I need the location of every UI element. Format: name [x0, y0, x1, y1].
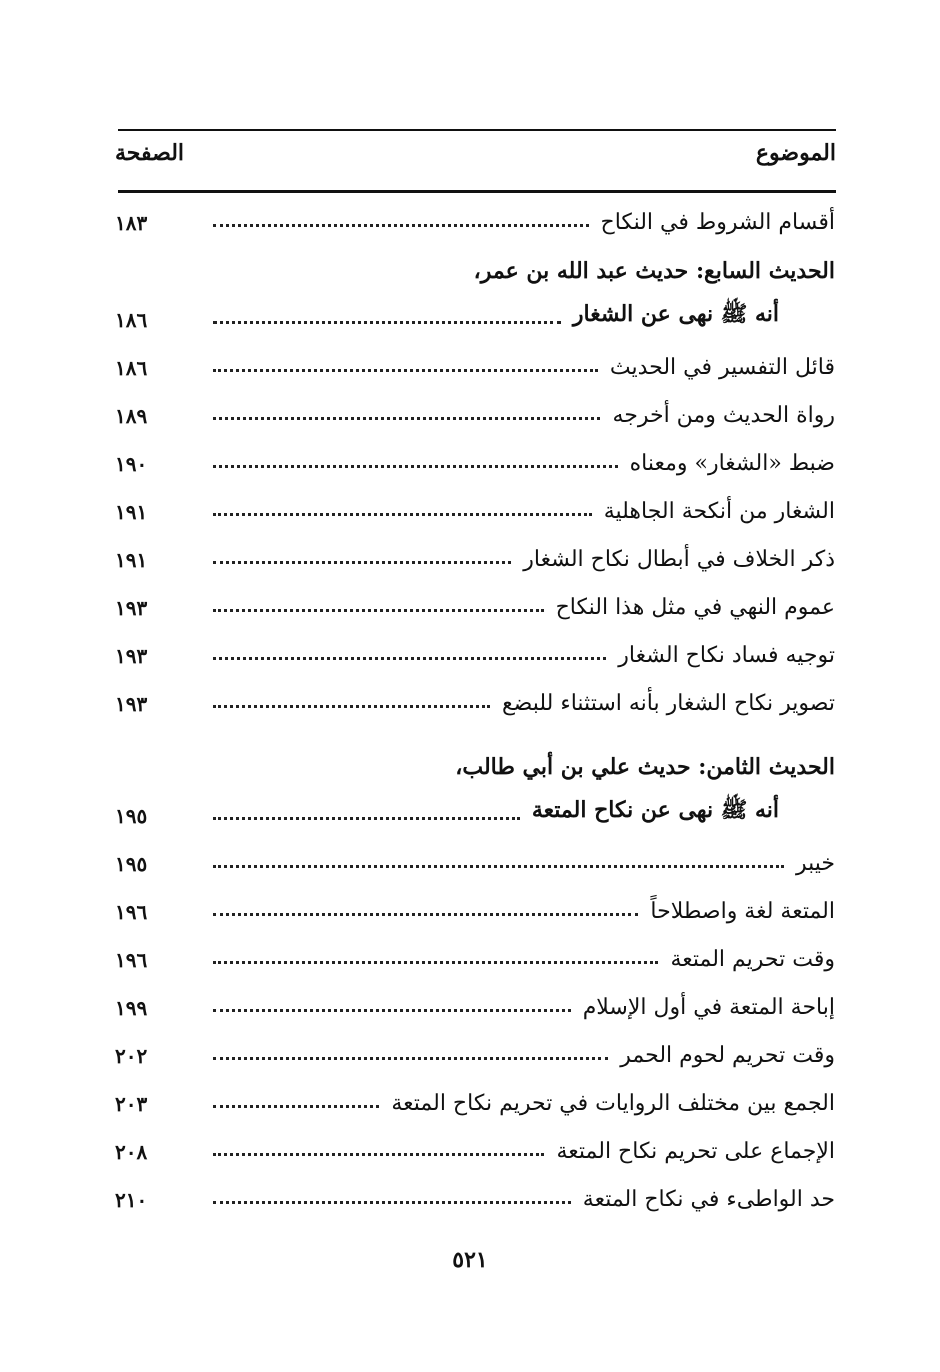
- toc-entry[interactable]: [115, 682, 835, 716]
- toc-entry[interactable]: [115, 1178, 835, 1212]
- leader-dots: [213, 369, 598, 372]
- toc-entry-title: أقسام الشروط في النكاح: [600, 210, 835, 235]
- leader-dots: [213, 465, 618, 468]
- leader-dots: [213, 913, 638, 916]
- toc-entry-title: حد الواطىء في نكاح المتعة: [582, 1187, 835, 1212]
- section-heading-title: الحديث السابع: حديث عبد الله بن عمر،: [473, 258, 835, 284]
- toc-entry-title: إباحة المتعة في أول الإسلام: [582, 995, 835, 1020]
- toc-entry[interactable]: [115, 794, 835, 828]
- toc-entry-page: ١٩٠: [115, 452, 148, 476]
- leader-dots: [213, 1153, 544, 1156]
- toc-entry-title: أنه ﷺ نهى عن نكاح المتعة: [531, 797, 779, 823]
- toc-entry-page: ١٩١: [115, 500, 148, 524]
- toc-entry-title: وقت تحريم لحوم الحمر: [620, 1043, 835, 1068]
- toc-entry[interactable]: [115, 1130, 835, 1164]
- toc-entry-title: قائل التفسير في الحديث: [609, 355, 835, 380]
- toc-entry[interactable]: [115, 1034, 835, 1068]
- header-rule: [118, 190, 836, 193]
- page-column-header: الصفحة: [115, 140, 185, 166]
- toc-entry-title: ضبط «الشغار» ومعناه: [629, 451, 835, 476]
- toc-entry-title: ذكر الخلاف في أبطال نكاح الشغار: [523, 547, 835, 572]
- leader-dots: [213, 817, 520, 820]
- leader-dots: [213, 1057, 608, 1060]
- toc-entry[interactable]: [115, 634, 835, 668]
- leader-dots: [213, 224, 589, 227]
- toc-entry-title: توجيه فساد نكاح الشغار: [618, 643, 835, 668]
- toc-entry-title: المتعة لغة واصطلاحاً: [650, 899, 835, 924]
- leader-dots: [213, 417, 600, 420]
- toc-section-heading[interactable]: [115, 250, 835, 284]
- leader-dots: [213, 1009, 571, 1012]
- toc-entry-title: رواة الحديث ومن أخرجه: [612, 403, 835, 428]
- toc-entry-title: أنه ﷺ نهى عن الشغار: [572, 301, 779, 327]
- subject-column-header: الموضوع: [755, 140, 836, 166]
- toc-entry-page: ٢١٠: [115, 1188, 148, 1212]
- toc-entry-title: الإجماع على تحريم نكاح المتعة: [556, 1139, 835, 1164]
- leader-dots: [213, 321, 561, 324]
- leader-dots: [213, 609, 544, 612]
- toc-entry[interactable]: [115, 1082, 835, 1116]
- leader-dots: [213, 705, 490, 708]
- toc-entry-page: ٢٠٨: [115, 1140, 148, 1164]
- toc-entry[interactable]: [115, 586, 835, 620]
- toc-entry-page: ١٩٥: [115, 852, 148, 876]
- leader-dots: [213, 1201, 571, 1204]
- toc-entry[interactable]: [115, 842, 835, 876]
- toc-entry-title: عموم النهي في مثل هذا النكاح: [555, 595, 835, 620]
- toc-entry-page: ١٩٦: [115, 948, 148, 972]
- top-rule: [118, 129, 836, 131]
- toc-entry[interactable]: [115, 986, 835, 1020]
- toc-entry-page: ١٩١: [115, 548, 148, 572]
- page-number: ٥٢١: [452, 1247, 488, 1273]
- leader-dots: [213, 657, 606, 660]
- toc-entry-page: ١٩٦: [115, 900, 148, 924]
- toc-entry-page: ١٩٩: [115, 996, 148, 1020]
- toc-entry[interactable]: [115, 442, 835, 476]
- toc-entry-title: وقت تحريم المتعة: [670, 947, 835, 972]
- toc-entry[interactable]: [115, 201, 835, 235]
- toc-entry-page: ٢٠٣: [115, 1092, 148, 1116]
- toc-entry[interactable]: [115, 538, 835, 572]
- toc-entry-page: ١٨٦: [115, 308, 148, 332]
- leader-dots: [213, 513, 592, 516]
- toc-entry[interactable]: [115, 346, 835, 380]
- toc-entry[interactable]: [115, 298, 835, 332]
- leader-dots: [213, 865, 784, 868]
- leader-dots: [213, 961, 658, 964]
- leader-dots: [213, 1105, 379, 1108]
- toc-entry-page: ٢٠٢: [115, 1044, 148, 1068]
- toc-entry[interactable]: [115, 490, 835, 524]
- toc-entry-page: ١٩٥: [115, 804, 148, 828]
- toc-section-heading[interactable]: [115, 746, 835, 780]
- toc-entry-title: الشغار من أنكحة الجاهلية: [603, 499, 835, 524]
- toc-entry[interactable]: [115, 394, 835, 428]
- toc-entry-page: ١٩٣: [115, 692, 148, 716]
- toc-entry-page: ١٨٩: [115, 404, 148, 428]
- toc-entry-page: ١٨٣: [115, 211, 148, 235]
- toc-entry[interactable]: [115, 938, 835, 972]
- toc-entry[interactable]: [115, 890, 835, 924]
- toc-entry-page: ١٨٦: [115, 356, 148, 380]
- toc-entry-page: ١٩٣: [115, 644, 148, 668]
- section-heading-title: الحديث الثامن: حديث علي بن أبي طالب،: [455, 754, 835, 780]
- toc-entry-title: الجمع بين مختلف الروايات في تحريم نكاح المتعة: [391, 1091, 835, 1116]
- toc-entry-title: خيبر: [795, 851, 835, 876]
- leader-dots: [213, 561, 511, 564]
- toc-entry-title: تصوير نكاح الشغار بأنه استثناء للبضع: [501, 691, 835, 716]
- toc-entry-page: ١٩٣: [115, 596, 148, 620]
